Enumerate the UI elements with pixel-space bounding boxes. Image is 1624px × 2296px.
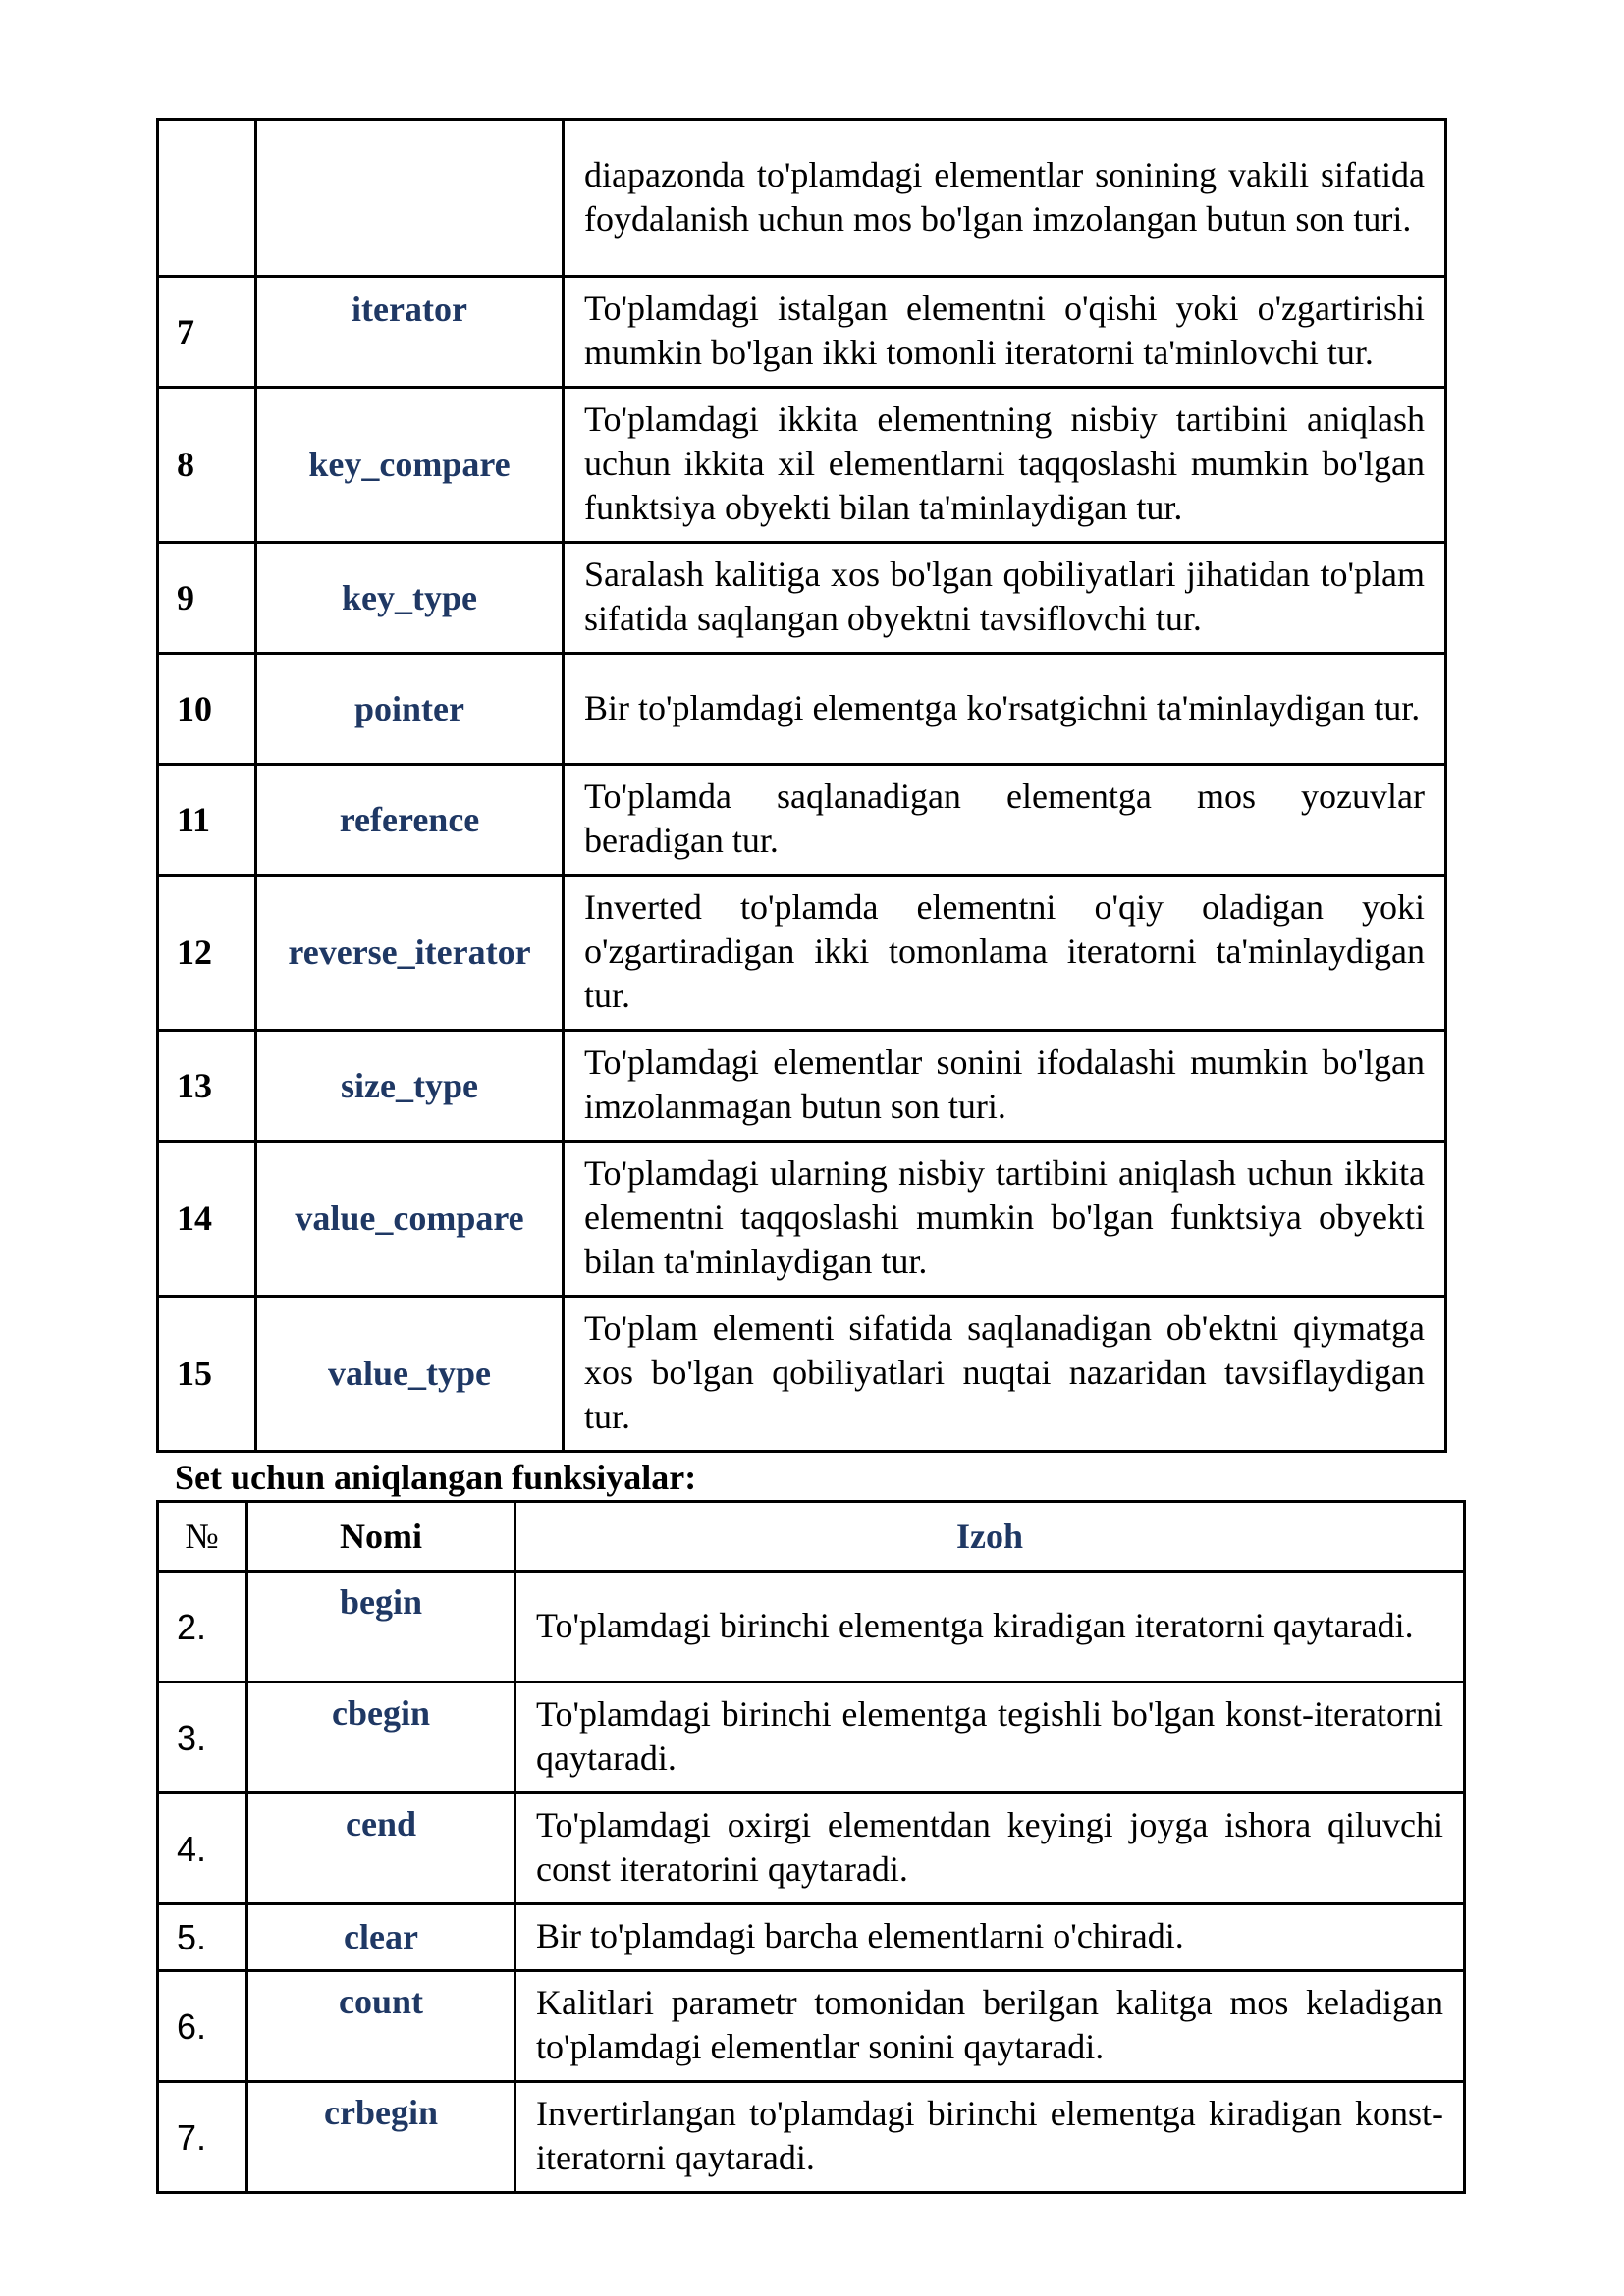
- table-row: [158, 1904, 1465, 1971]
- types-table: [156, 118, 1447, 1453]
- row-number: 15: [158, 1297, 256, 1452]
- table-row: [158, 876, 1446, 1031]
- table-row: [158, 1682, 1465, 1793]
- row-number: 10: [158, 654, 256, 765]
- function-description: To'plamdagi birinchi elementga kiradigan iteratorni qaytaradi.: [515, 1572, 1465, 1682]
- table-row: [158, 388, 1446, 543]
- table-row: [158, 765, 1446, 876]
- header-name: Nomi: [247, 1502, 515, 1572]
- type-description: Bir to'plamdagi elementga ko'rsatgichni ta'minlaydigan tur.: [564, 654, 1446, 765]
- type-name: value_compare: [256, 1142, 564, 1297]
- type-name: key_compare: [256, 388, 564, 543]
- type-name: [256, 120, 564, 277]
- row-number: 9: [158, 543, 256, 654]
- type-name: reverse_iterator: [256, 876, 564, 1031]
- row-number: 6.: [158, 1971, 247, 2082]
- row-number: 3.: [158, 1682, 247, 1793]
- type-name: iterator: [256, 277, 564, 388]
- header-description: Izoh: [515, 1502, 1465, 1572]
- row-number: 7: [158, 277, 256, 388]
- function-description: Bir to'plamdagi barcha elementlarni o'chiradi.: [515, 1904, 1465, 1971]
- type-description: To'plam elementi sifatida saqlanadigan ob'ektni qiymatga xos bo'lgan qobiliyatlari nuqtai nazaridan tavsiflaydigan tur.: [564, 1297, 1446, 1452]
- type-description: To'plamda saqlanadigan elementga mos yozuvlar beradigan tur.: [564, 765, 1446, 876]
- function-name: crbegin: [247, 2082, 515, 2193]
- section-heading: Set uchun aniqlangan funksiyalar:: [175, 1458, 697, 1497]
- type-description: To'plamdagi elementlar sonini ifodalashi mumkin bo'lgan imzolanmagan butun son turi.: [564, 1031, 1446, 1142]
- row-number: 14: [158, 1142, 256, 1297]
- table-row: [158, 1793, 1465, 1904]
- type-description: To'plamdagi ikkita elementning nisbiy tartibini aniqlash uchun ikkita xil elementlarni taqqoslashi mumkin bo'lgan funktsiya obyekti bilan ta'minlaydigan tur.: [564, 388, 1446, 543]
- row-number: 2.: [158, 1572, 247, 1682]
- table-row: [158, 1572, 1465, 1682]
- table-row: [158, 1031, 1446, 1142]
- row-number: 12: [158, 876, 256, 1031]
- row-number: [158, 120, 256, 277]
- row-number: 4.: [158, 1793, 247, 1904]
- type-description: To'plamdagi istalgan elementni o'qishi yoki o'zgartirishi mumkin bo'lgan ikki tomonli iteratorni ta'minlovchi tur.: [564, 277, 1446, 388]
- type-description: Inverted to'plamda elementni o'qiy oladigan yoki o'zgartiradigan ikki tomonlama iteratorni ta'minlaydigan tur.: [564, 876, 1446, 1031]
- function-name: clear: [247, 1904, 515, 1971]
- type-name: value_type: [256, 1297, 564, 1452]
- row-number: 7.: [158, 2082, 247, 2193]
- table-row: [158, 654, 1446, 765]
- type-name: pointer: [256, 654, 564, 765]
- table-row: [158, 543, 1446, 654]
- type-description: To'plamdagi ularning nisbiy tartibini aniqlash uchun ikkita elementni taqqoslashi mumkin bo'lgan funktsiya obyekti bilan ta'minlaydigan tur.: [564, 1142, 1446, 1297]
- row-number: 8: [158, 388, 256, 543]
- table-row: [158, 1297, 1446, 1452]
- table-row: [158, 1971, 1465, 2082]
- table-row: [158, 2082, 1465, 2193]
- function-name: count: [247, 1971, 515, 2082]
- function-name: cend: [247, 1793, 515, 1904]
- row-number: 13: [158, 1031, 256, 1142]
- function-name: begin: [247, 1572, 515, 1682]
- function-description: Kalitlari parametr tomonidan berilgan kalitga mos keladigan to'plamdagi elementlar sonini qaytaradi.: [515, 1971, 1465, 2082]
- type-name: reference: [256, 765, 564, 876]
- type-description: Saralash kalitiga xos bo'lgan qobiliyatlari jihatidan to'plam sifatida saqlangan obyektni tavsiflovchi tur.: [564, 543, 1446, 654]
- function-description: Invertirlangan to'plamdagi birinchi elementga kiradigan konst-iteratorni qaytaradi.: [515, 2082, 1465, 2193]
- table-row: [158, 120, 1446, 277]
- type-name: size_type: [256, 1031, 564, 1142]
- type-name: key_type: [256, 543, 564, 654]
- row-number: 11: [158, 765, 256, 876]
- row-number: 5.: [158, 1904, 247, 1971]
- table-header-row: [158, 1502, 1465, 1572]
- function-name: cbegin: [247, 1682, 515, 1793]
- function-description: To'plamdagi birinchi elementga tegishli bo'lgan konst-iteratorni qaytaradi.: [515, 1682, 1465, 1793]
- function-description: To'plamdagi oxirgi elementdan keyingi joyga ishora qiluvchi const iteratorini qaytaradi.: [515, 1793, 1465, 1904]
- functions-table: [156, 1500, 1466, 2194]
- table-row: [158, 1142, 1446, 1297]
- table-row: [158, 277, 1446, 388]
- type-description: diapazonda to'plamdagi elementlar sonining vakili sifatida foydalanish uchun mos bo'lgan imzolangan butun son turi.: [564, 120, 1446, 277]
- header-number: №: [158, 1502, 247, 1572]
